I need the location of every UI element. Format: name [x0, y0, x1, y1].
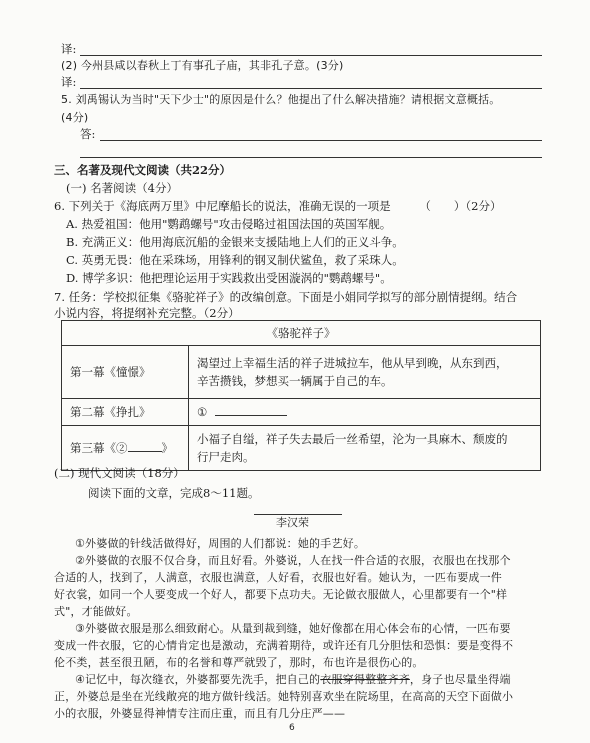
- table-title: 《骆驼祥子》: [62, 321, 541, 346]
- act-label: 第二幕《挣扎》: [62, 399, 189, 426]
- article-paragraph: ③外婆做衣服是那么细致耐心。从量到裁到缝，她好像都在用心体会布的心情，一匹布要: [75, 622, 511, 635]
- plot-outline-table: [61, 320, 541, 471]
- answer-line[interactable]: [80, 157, 542, 158]
- option-d[interactable]: D. 博学多识：他把理论运用于实践救出受困漩涡的"鹦鹉螺号"。: [66, 271, 392, 285]
- description-line: 小福子自缢，祥子失去最后一丝希望，沦为一具麻木、颓废的: [197, 432, 508, 446]
- question-6: 6. 下列关于《海底两万里》中尼摩船长的说法，准确无误的一项是 （ ）（2分）: [54, 199, 502, 213]
- article-paragraph: ④记忆中，每次缝衣，外婆都要先洗手，把自己的衣服穿得整整齐齐，身子也尽量坐得端: [75, 673, 511, 686]
- description-line: 渴望过上幸福生活的祥子进城拉车，他从早到晚，从东到西，: [197, 356, 508, 370]
- answer-slot-1[interactable]: [189, 399, 541, 426]
- option-c[interactable]: C. 英勇无畏：他在采珠场，用锋利的钢叉制伏鲨鱼，救了采珠人。: [66, 253, 404, 267]
- answer-blank[interactable]: [215, 404, 287, 416]
- answer-blank[interactable]: [128, 440, 162, 452]
- article-paragraph: 合适的人，找到了，人满意，衣服也满意，人好看，衣服也好看。她认为，一匹布要成一件: [54, 571, 502, 584]
- question-5: 5. 刘禹锡认为当时"天下少士"的原因是什么？他提出了什么解决措施？请根据文意概括。: [61, 93, 501, 106]
- article-paragraph: 式"，才能做好。: [54, 605, 138, 618]
- act-description: [189, 426, 541, 471]
- option-b[interactable]: B. 充满正义：他用海底沉船的金银来支援陆地上人们的正义斗争。: [66, 235, 404, 249]
- description-line: 行尸走肉。: [197, 450, 255, 464]
- article-paragraph: 好衣裳，如同一个人要变成一个好人，都要下点功夫。无论做衣服做人，心里都要有一个"样: [54, 588, 508, 601]
- article-paragraph: 小的衣服，外婆显得神情专注而庄重，而且有几分庄严——: [54, 707, 346, 720]
- table-row: [62, 346, 541, 399]
- article-author: 李汉荣: [276, 516, 309, 529]
- page-number: 6: [289, 723, 295, 733]
- reading-instruction: 阅读下面的文章，完成8～11题。: [88, 486, 260, 500]
- act-description: [189, 346, 541, 399]
- section-heading: 三、名著及现代文阅读（共22分）: [54, 163, 232, 177]
- question-5-points: (4分): [61, 111, 89, 124]
- blank-marker: ①: [197, 405, 208, 419]
- question-7: 7. 任务：学校拟征集《骆驼祥子》的改编创意。下面是小娟同学拟写的部分剧情提纲。结合: [54, 290, 518, 304]
- article-paragraph: 正，外婆总是坐在光线敞亮的地方做针线活。她特别喜欢坐在院场里，在高高的天空下面做小: [54, 690, 514, 703]
- article-paragraph: 伦不类，甚至很丑陋，布的名誉和尊严就毁了，那时，布也许是很伤心的。: [54, 656, 424, 669]
- question-2: (2) 今州县咸以春秋上丁有事孔子庙，其非孔子意。(3分): [61, 59, 344, 72]
- article-paragraph: ①外婆做的针线活做得好，周围的人们都说：她的手艺好。: [75, 537, 366, 550]
- table-row: [62, 426, 541, 471]
- act-label: 第一幕《憧憬》: [62, 346, 189, 399]
- translation-label-2: 译:: [61, 75, 77, 89]
- translation-label-1: 译:: [61, 42, 77, 56]
- table-row: [62, 399, 541, 426]
- answer-line[interactable]: [80, 55, 542, 56]
- subsection-heading: (二) 现代文阅读（18分）: [54, 466, 185, 480]
- act-label-prefix: 第三幕《②: [70, 441, 128, 455]
- description-line: 辛苦攒钱，梦想买一辆属于自己的车。: [197, 374, 393, 388]
- answer-line[interactable]: [80, 88, 542, 89]
- answer-line[interactable]: [100, 140, 542, 141]
- struck-phrase: 衣服穿得整整齐齐: [320, 673, 410, 686]
- act-label: [62, 426, 189, 471]
- subsection-heading: (一) 名著阅读（4分）: [66, 181, 178, 195]
- question-7-cont: 小说内容，将提纲补充完整。（2分）: [54, 306, 240, 320]
- article-paragraph: 变成一件衣服，它的心情肯定也是激动，充满着期待，或许还有几分胆怯和恐惧：要是变得不: [54, 639, 514, 652]
- option-a[interactable]: A. 热爱祖国：他用"鹦鹉螺号"攻击侵略过祖国法国的英国军舰。: [66, 217, 392, 231]
- act-label-suffix: 》: [161, 441, 173, 455]
- answer-label: 答:: [80, 127, 96, 141]
- article-paragraph: ②外婆做的衣服不仅合身，而且好看。外婆说，人在找一件合适的衣服，衣服也在找那个: [75, 554, 511, 567]
